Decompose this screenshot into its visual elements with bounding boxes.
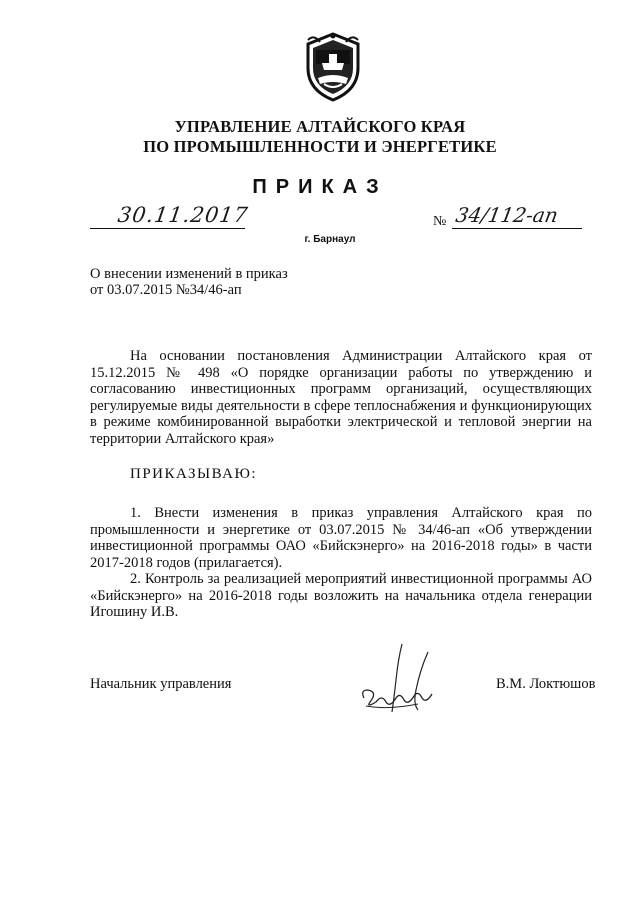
organization-name-line2: ПО ПРОМЫШЛЕННОСТИ И ЭНЕРГЕТИКЕ — [143, 137, 497, 156]
signatory-position: Начальник управления — [90, 676, 232, 692]
signatory-name: В.М. Локтюшов — [496, 676, 596, 692]
preamble-paragraph: На основании постановления Администрации Алтайского края от 15.12.2015 № 498 «О порядке организации работы по утверждению и согласованию инвестиционных программ организаций, осуществляющих регулируемые виды деятельности в сфере теплоснабжения и функционирующих в режиме комбинированной выработки электрической и тепловой энергии на территории Алтайского края» — [90, 348, 592, 447]
order-subject — [90, 266, 390, 298]
city-label: г. Барнаул — [304, 234, 356, 245]
order-item-1: 1. Внести изменения в приказ управления Алтайского края по промышленности и энергетике от 03.07.2015 № 34/46-ап «Об утверждении инвестиционной программы ОАО «Бийскэнерго» на 2016-2018 годы» в части 2017-2018 годов (прилагается). — [90, 505, 592, 571]
order-date: 30.11.2017 — [116, 203, 250, 227]
coat-of-arms-emblem — [300, 32, 366, 102]
order-item-2: 2. Контроль за реализацией мероприятий инвестиционной программы АО «Бийскэнерго» на 2016-2018 годы возложить на начальника отдела генерации Игошину И.В. — [90, 571, 592, 620]
organization-name-line1: УПРАВЛЕНИЕ АЛТАЙСКОГО КРАЯ — [174, 117, 466, 136]
number-sign: № — [433, 214, 447, 229]
handwritten-signature — [358, 640, 453, 720]
subject-line1: О внесении изменений в приказ — [90, 266, 288, 282]
subject-line2: от 03.07.2015 №34/46-ап — [90, 282, 242, 298]
order-word: ПРИКАЗЫВАЮ: — [130, 466, 258, 482]
number-underline — [452, 228, 582, 229]
order-number: 34/112-ап — [453, 203, 561, 227]
document-type-title: ПРИКАЗ — [252, 176, 388, 198]
date-underline — [90, 228, 245, 229]
